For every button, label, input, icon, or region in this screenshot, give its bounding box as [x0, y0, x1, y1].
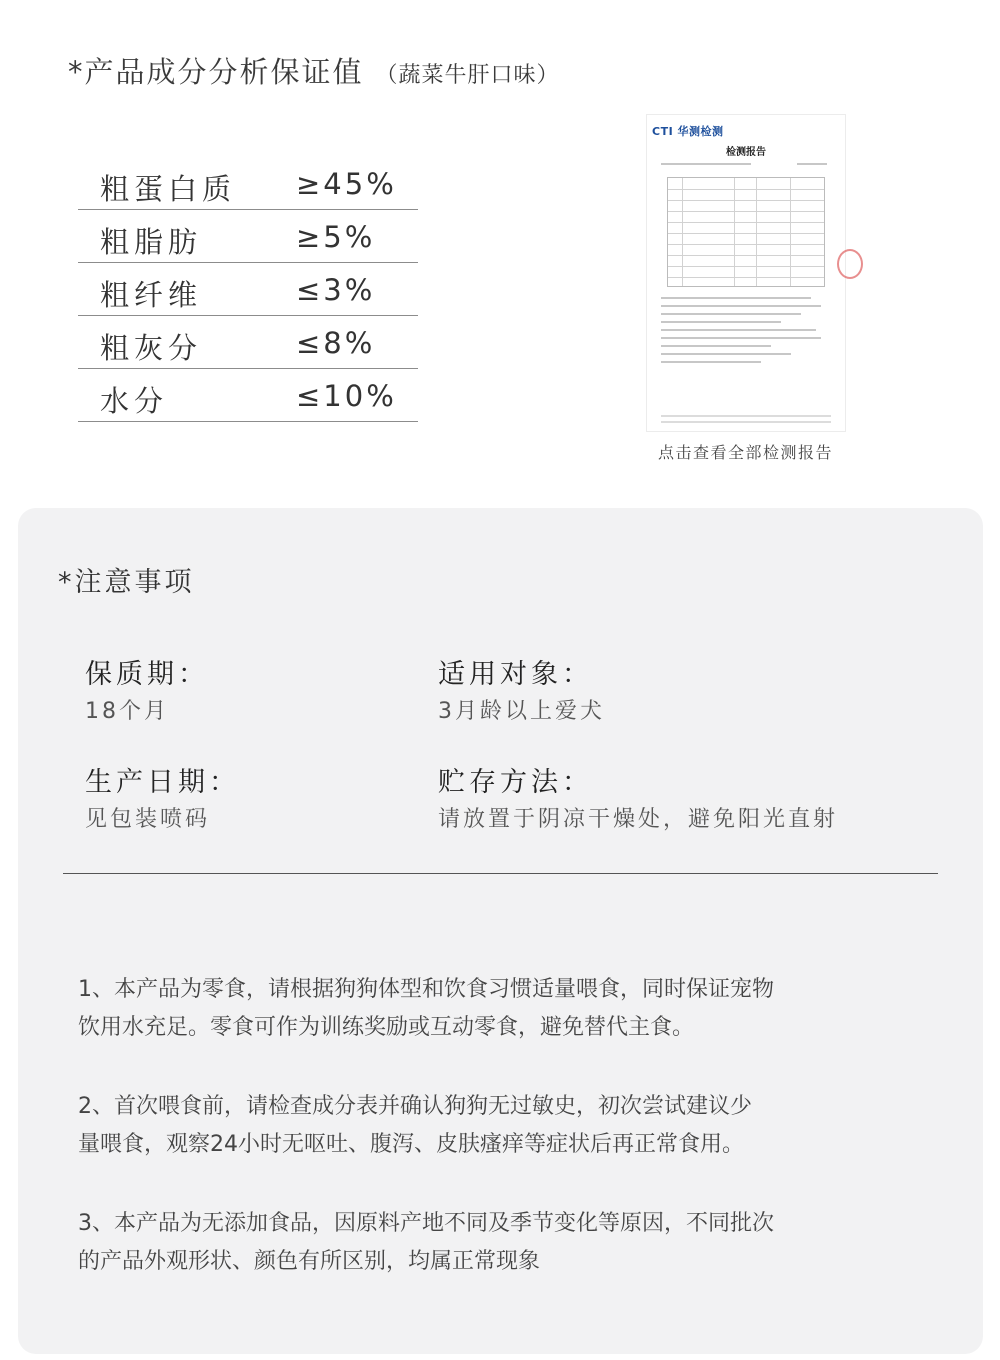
section-title-text: *产品成分分析保证值 [68, 55, 364, 89]
nutrient-name: 粗脂肪 [100, 225, 203, 259]
shelf-life-label: 保质期： [85, 659, 209, 690]
nutrition-row [78, 157, 418, 210]
storage-label: 贮存方法： [438, 767, 593, 798]
nutrition-row [78, 263, 418, 316]
nutrition-row [78, 369, 418, 422]
report-title: 检测报告 [726, 147, 766, 158]
nutrition-row [78, 316, 418, 369]
test-report-thumbnail[interactable] [646, 114, 846, 432]
nutrient-name: 粗蛋白质 [100, 172, 237, 206]
nutrient-value: ≤10% [296, 379, 397, 413]
nutrient-value: ≥5% [296, 220, 376, 254]
paragraph-line: 3、本产品为无添加食品，因原料产地不同及季节变化等原因，不同批次 [78, 1211, 774, 1236]
notice-paragraph [78, 1205, 898, 1281]
report-text-line [661, 163, 751, 165]
section-title [68, 50, 560, 91]
nutrient-value: ≤3% [296, 273, 376, 307]
nutrient-name: 粗灰分 [100, 331, 203, 365]
target-label: 适用对象： [438, 659, 593, 690]
report-text-line [797, 163, 827, 165]
nutrient-value: ≤8% [296, 326, 376, 360]
nutrition-row [78, 210, 418, 263]
notice-title: *注意事项 [58, 567, 195, 598]
paragraph-line: 的产品外观形状、颜色有所区别，均属正常现象 [78, 1249, 541, 1274]
paragraph-line: 量喂食，观察24小时无呕吐、腹泻、皮肤瘙痒等症状后再正常食用。 [78, 1132, 744, 1157]
notice-paragraph [78, 971, 898, 1047]
divider [63, 873, 938, 874]
storage-value: 请放置于阴凉干燥处，避免阳光直射 [438, 807, 839, 832]
target-value: 3月龄以上爱犬 [438, 699, 605, 724]
report-stamp [837, 249, 863, 279]
shelf-life-value: 18个月 [85, 699, 169, 724]
paragraph-line: 饮用水充足。零食可作为训练奖励或互动零食，避免替代主食。 [78, 1015, 695, 1040]
nutrition-table [78, 157, 418, 422]
notice-panel [18, 508, 983, 1354]
nutrient-value: ≥45% [296, 167, 397, 201]
view-report-link[interactable]: 点击查看全部检测报告 [658, 443, 834, 462]
report-logo: CTI 华测检测 [652, 125, 724, 138]
nutrient-name: 水分 [100, 384, 169, 418]
production-date-label: 生产日期： [85, 767, 240, 798]
report-table [667, 177, 825, 287]
paragraph-line: 1、本产品为零食，请根据狗狗体型和饮食习惯适量喂食，同时保证宠物 [78, 977, 774, 1002]
production-date-value: 见包装喷码 [85, 807, 211, 832]
section-subtitle: （蔬菜牛肝口味） [375, 63, 560, 88]
nutrient-name: 粗纤维 [100, 278, 203, 312]
paragraph-line: 2、首次喂食前，请检查成分表并确认狗狗无过敏史，初次尝试建议少 [78, 1094, 752, 1119]
notice-paragraph [78, 1088, 898, 1164]
